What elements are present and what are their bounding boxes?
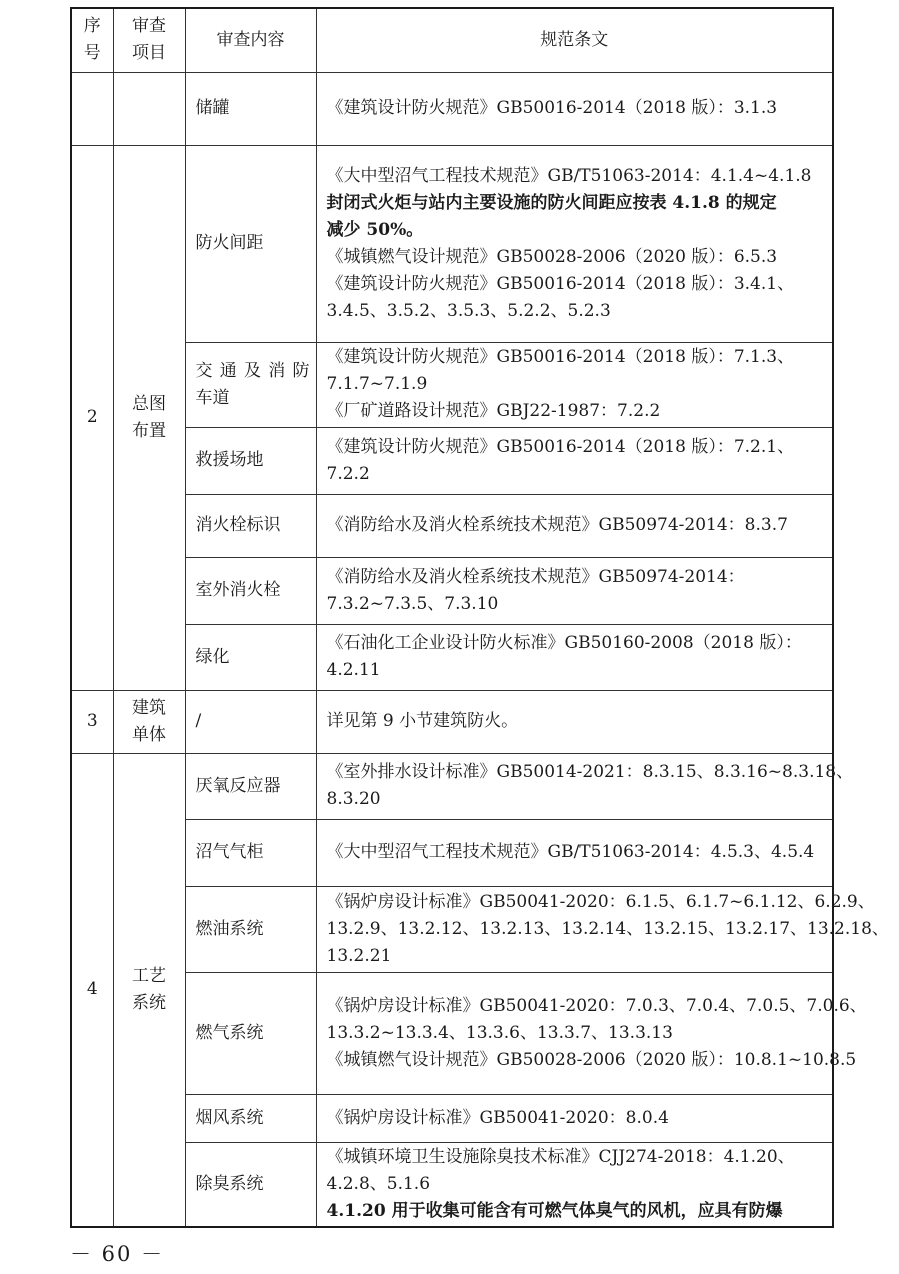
clause-line: 《消防给水及消火栓系统技术规范》GB50974-2014： — [326, 566, 745, 587]
header-seq-line: 序 — [83, 16, 101, 37]
content-line: / — [195, 711, 202, 731]
content-line: 储罐 — [195, 98, 230, 118]
content-cell — [185, 557, 316, 624]
clause-cell — [316, 72, 833, 145]
clause-line: 《石油化工企业设计防火标准》GB50160-2008（2018 版）： — [326, 633, 802, 653]
content-cell — [185, 145, 316, 342]
clause-line: 7.3.2~7.3.5、7.3.10 — [326, 593, 499, 614]
table-row — [71, 342, 833, 427]
clause-cell — [316, 557, 833, 624]
clause-cell — [316, 1094, 833, 1142]
content-cell — [185, 427, 316, 494]
header-content: 审查内容 — [185, 8, 316, 72]
content-line: 消火栓标识 — [195, 515, 281, 535]
content-line: 燃油系统 — [195, 918, 264, 939]
header-item-line: 审查 — [132, 16, 166, 37]
clause-cell — [316, 624, 833, 690]
table-body — [71, 72, 889, 1227]
table-row — [71, 690, 833, 753]
clause-line: 《室外排水设计标准》GB50014-2021：8.3.15、8.3.16~8.3.18、 — [326, 762, 854, 782]
clause-cell — [316, 819, 833, 886]
item-cell — [113, 753, 185, 1227]
content-line: 沼气气柜 — [195, 842, 264, 862]
content-cell — [185, 972, 316, 1094]
clause-line: 《锅炉房设计标准》GB50041-2020：8.0.4 — [326, 1107, 669, 1128]
item-line: 总图 — [132, 393, 166, 414]
content-cell — [185, 1142, 316, 1227]
table-row — [71, 886, 833, 972]
table-row — [71, 624, 833, 690]
content-line: 交通及消防 — [195, 360, 310, 381]
content-line: 燃气系统 — [195, 1022, 264, 1043]
content-cell — [185, 819, 316, 886]
clause-line: 《城镇燃气设计规范》GB50028-2006（2020 版）：10.8.1~10.8.5 — [326, 1049, 857, 1070]
header-clause: 规范条文 — [316, 8, 833, 72]
clause-line: 详见第 9 小节建筑防火。 — [326, 711, 519, 731]
table-row — [71, 753, 833, 819]
content-line: 厌氧反应器 — [195, 775, 281, 796]
clause-line: 4.2.8、5.1.6 — [326, 1173, 431, 1194]
clause-line: 13.3.2~13.3.4、13.3.6、13.3.7、13.3.13 — [326, 1022, 673, 1043]
clause-line: 4.2.11 — [326, 660, 381, 680]
content-cell — [185, 753, 316, 819]
clause-line: 《锅炉房设计标准》GB50041-2020：6.1.5、6.1.7~6.1.12、6.2.9、 — [326, 891, 875, 912]
content-line: 车道 — [195, 387, 230, 408]
seq-cell: 3 — [71, 690, 113, 753]
clause-cell — [316, 690, 833, 753]
table-row — [71, 1094, 833, 1142]
content-line: 烟风系统 — [195, 1107, 264, 1128]
clause-line: 《消防给水及消火栓系统技术规范》GB50974-2014：8.3.7 — [326, 515, 788, 535]
clause-line: 减少 50%。 — [326, 219, 424, 240]
clause-line: 《建筑设计防火规范》GB50016-2014（2018 版）：3.1.3 — [326, 98, 778, 118]
clause-line: 8.3.20 — [326, 789, 381, 809]
clause-line: 《锅炉房设计标准》GB50041-2020：7.0.3、7.0.4、7.0.5、7.0.6、 — [326, 995, 867, 1016]
header-item-line: 项目 — [132, 43, 166, 64]
clause-line: 《建筑设计防火规范》GB50016-2014（2018 版）：3.4.1、 — [326, 273, 795, 294]
content-cell — [185, 342, 316, 427]
clause-cell — [316, 427, 833, 494]
clause-line: 7.2.2 — [326, 463, 370, 484]
item-line: 单体 — [132, 724, 166, 745]
table-row — [71, 494, 833, 557]
item-cell — [113, 72, 185, 145]
header-seq — [71, 8, 113, 72]
table-row — [71, 72, 833, 145]
clause-line: 《大中型沼气工程技术规范》GB/T51063-2014：4.1.4~4.1.8 — [326, 165, 812, 186]
clause-line: 7.1.7~7.1.9 — [326, 374, 428, 394]
seq-cell — [71, 72, 113, 145]
clause-line: 《城镇燃气设计规范》GB50028-2006（2020 版）：6.5.3 — [326, 246, 778, 267]
clause-cell — [316, 886, 889, 972]
content-line: 防火间距 — [195, 233, 264, 253]
regulation-table — [70, 7, 889, 1228]
table-row — [71, 819, 833, 886]
seq-cell: 2 — [71, 145, 113, 690]
item-line: 建筑 — [132, 697, 166, 718]
clause-line: 《厂矿道路设计规范》GBJ22-1987：7.2.2 — [326, 401, 661, 421]
table-row — [71, 145, 833, 342]
content-line: 救援场地 — [195, 450, 264, 470]
clause-line: 4.1.20 用于收集可能含有可燃气体臭气的风机，应具有防爆 — [326, 1200, 783, 1221]
clause-cell — [316, 342, 833, 427]
clause-line: 《建筑设计防火规范》GB50016-2014（2018 版）：7.2.1、 — [326, 436, 795, 457]
clause-cell — [316, 753, 854, 819]
clause-line: 封闭式火炬与站内主要设施的防火间距应按表 4.1.8 的规定 — [326, 192, 777, 213]
clause-line: 《城镇环境卫生设施除臭技术标准》CJJ274-2018：4.1.20、 — [326, 1146, 795, 1167]
clause-line: 13.2.21 — [326, 945, 392, 966]
page-number: － 60 － — [70, 1242, 165, 1266]
item-cell — [113, 145, 185, 690]
table-header-row — [71, 8, 833, 72]
header-seq-line: 号 — [83, 43, 101, 64]
content-line: 绿化 — [195, 646, 230, 667]
clause-cell — [316, 145, 833, 342]
clause-line: 3.4.5、3.5.2、3.5.3、5.2.2、5.2.3 — [326, 300, 611, 321]
clause-line: 13.2.9、13.2.12、13.2.13、13.2.14、13.2.15、13.2.17、13.2.18、 — [326, 918, 889, 939]
content-cell — [185, 72, 316, 145]
item-line: 布置 — [132, 420, 166, 441]
clause-cell — [316, 972, 867, 1094]
table-row — [71, 557, 833, 624]
content-cell — [185, 690, 316, 753]
item-line: 工艺 — [132, 965, 166, 986]
content-cell — [185, 1094, 316, 1142]
content-cell — [185, 886, 316, 972]
clause-cell — [316, 1142, 833, 1227]
item-line: 系统 — [132, 992, 166, 1013]
seq-cell: 4 — [71, 753, 113, 1227]
table-row — [71, 972, 833, 1094]
clause-line: 《建筑设计防火规范》GB50016-2014（2018 版）：7.1.3、 — [326, 347, 795, 367]
header-item — [113, 8, 185, 72]
item-cell — [113, 690, 185, 753]
content-line: 除臭系统 — [195, 1173, 264, 1194]
clause-cell — [316, 494, 833, 557]
clause-line: 《大中型沼气工程技术规范》GB/T51063-2014：4.5.3、4.5.4 — [326, 842, 815, 862]
content-cell — [185, 624, 316, 690]
content-line: 室外消火栓 — [195, 580, 281, 600]
content-cell — [185, 494, 316, 557]
table-row — [71, 427, 833, 494]
table-row — [71, 1142, 833, 1227]
